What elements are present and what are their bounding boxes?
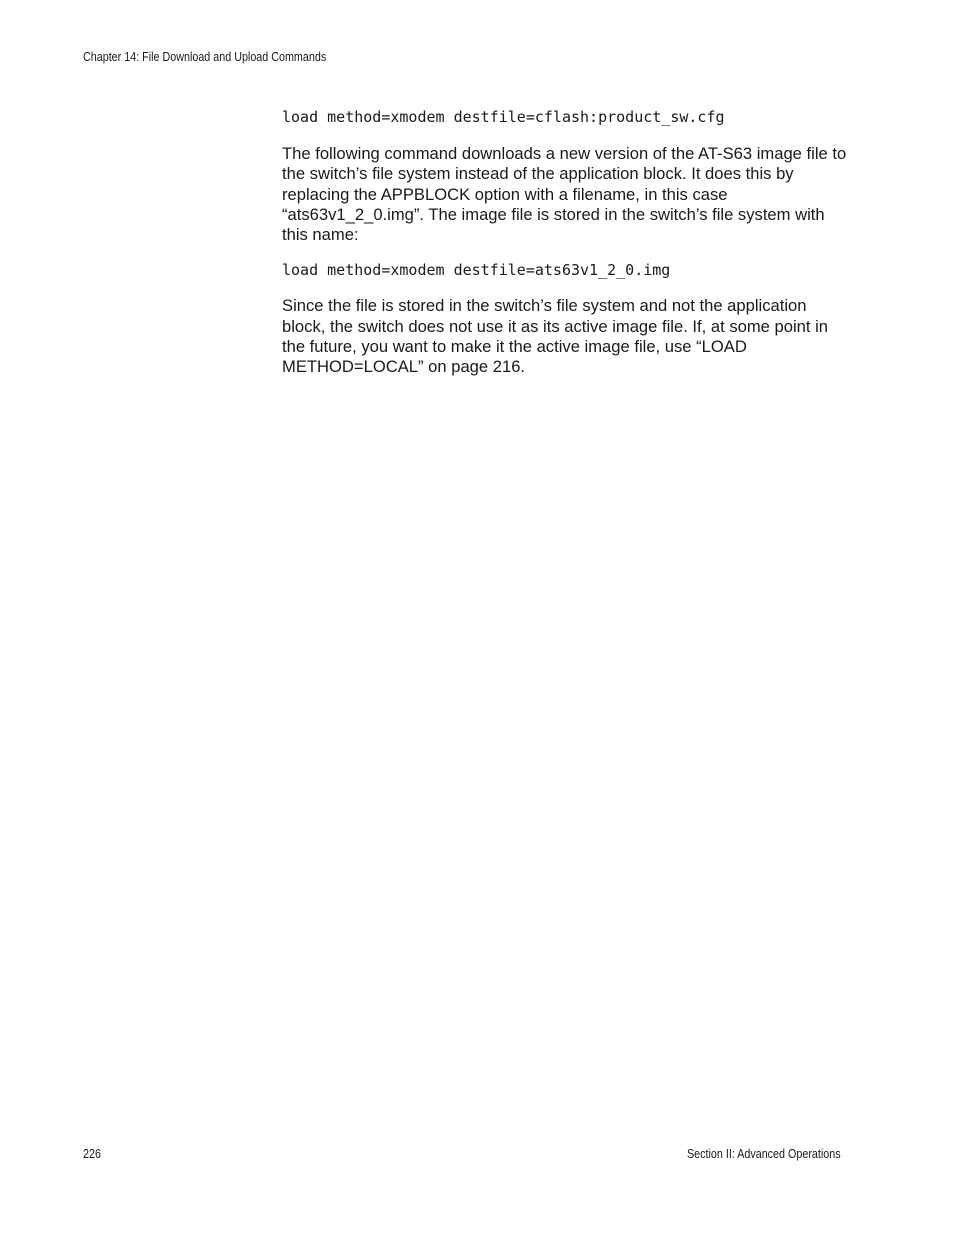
section-title: Section II: Advanced Operations [687,1147,841,1161]
running-header: Chapter 14: File Download and Upload Commands [83,50,327,64]
paragraph-active-image: Since the file is stored in the switch’s file system and not the application block, the switch does not use it as its active image file. If, at some point in the future, you want to make it the active image file, use “LOAD METHOD=LOCAL” on page 216. [282,296,829,377]
paragraph-download-image: The following command downloads a new version of the AT-S63 image file to the switch’s file system instead of the application block. It does this by replacing the APPBLOCK option with a filename, in this case “ats63v1_2_0.img”. The image file is stored in the switch’s file system with this name: [282,144,847,245]
page-number: 226 [83,1147,101,1161]
page-content [282,106,847,378]
code-example-image: load method=xmodem destfile=ats63v1_2_0.img [282,261,671,280]
code-example-cflash: load method=xmodem destfile=cflash:product_sw.cfg [282,108,725,126]
